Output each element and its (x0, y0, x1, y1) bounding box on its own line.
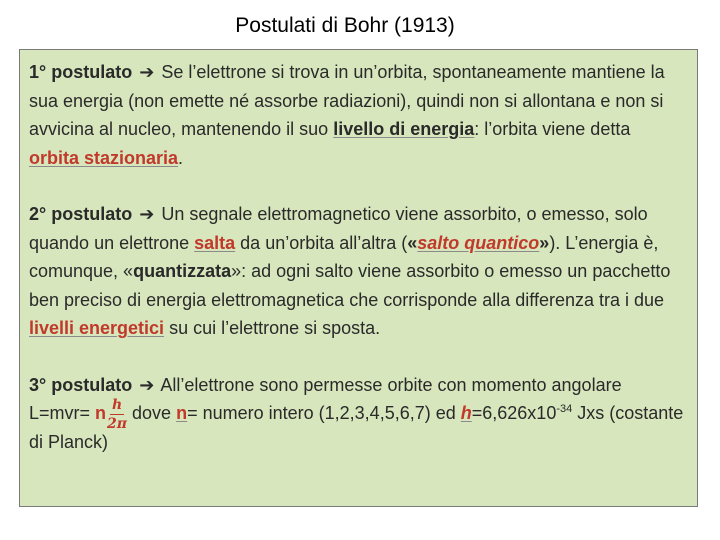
fraction-denominator: 2π (107, 415, 128, 432)
arrow-right-icon: ➔ (139, 204, 155, 224)
arrow-right-icon: ➔ (139, 62, 155, 82)
postulate-3-heading: 3° postulato (29, 374, 133, 395)
spacer (29, 343, 685, 371)
postulate-2 (29, 200, 685, 343)
postulate-2-text-c: ). L’energia è, comunque, « (29, 232, 659, 281)
term-quantizzata: quantizzata (133, 261, 232, 281)
postulate-3-text-e: Jxs (costante di Planck) (29, 403, 684, 452)
fraction-numerator: h (111, 396, 123, 413)
postulate-3-text-c: = numero intero (1,2,3,4,5,6,7) ed (187, 403, 461, 423)
postulate-2-text-e: su cui l’elettrone si sposta. (164, 318, 381, 338)
arrow-right-icon: ➔ (139, 374, 155, 395)
slide-title: Postulati di Bohr (1913) (235, 14, 455, 37)
postulate-2-text-a: Un segnale elettromagnetico viene assorbito, o emesso, solo quando un elettrone (29, 204, 648, 253)
symbol-n: n (95, 403, 107, 423)
term-orbita-stazionaria: orbita stazionaria (29, 147, 179, 168)
spacer (29, 172, 685, 200)
postulate-1-heading: 1° postulato (29, 62, 133, 82)
postulate-3-text-b: dove (127, 403, 177, 423)
postulate-1-text-b: : l’orbita viene detta (474, 119, 631, 139)
term-salto-quantico: salto quantico (417, 232, 540, 253)
term-livelli-energetici: livelli energetici (29, 318, 165, 338)
postulate-2-text-d: »: ad ogni salto viene assorbito o emesso un pacchetto ben preciso di energia elettromagnetica che corrisponde alla differenza tra i due (29, 261, 671, 310)
term-livello-di-energia: livello di energia (333, 119, 475, 139)
postulate-1-text-a: Se l’elettrone si trova in un’orbita, spontaneamente mantiene la sua energia (non emette né assorbe radiazioni), quindi non si allontana e non si avvicina al nucleo, mantenendo il suo (29, 62, 665, 139)
symbol-h: h (460, 403, 472, 423)
postulate-1-text-c: . (178, 147, 184, 168)
postulate-2-text-b: da un’orbita all’altra ( (235, 232, 408, 253)
postulate-3-text-a: All’elettrone sono permesse orbite con momento angolare L=mvr= (29, 374, 622, 423)
postulate-3-text-d: =6,626x10 (471, 403, 557, 423)
fraction-h-over-2pi (107, 398, 127, 431)
quote-close: » (539, 232, 550, 253)
quote-open: « (407, 232, 418, 253)
postulates-box (19, 49, 698, 507)
term-salta: salta (194, 232, 236, 253)
symbol-n-underlined: n (176, 403, 188, 423)
postulate-1 (29, 58, 685, 172)
exponent: -34 (556, 403, 573, 415)
postulate-3 (29, 371, 685, 457)
postulate-2-heading: 2° postulato (29, 204, 133, 224)
